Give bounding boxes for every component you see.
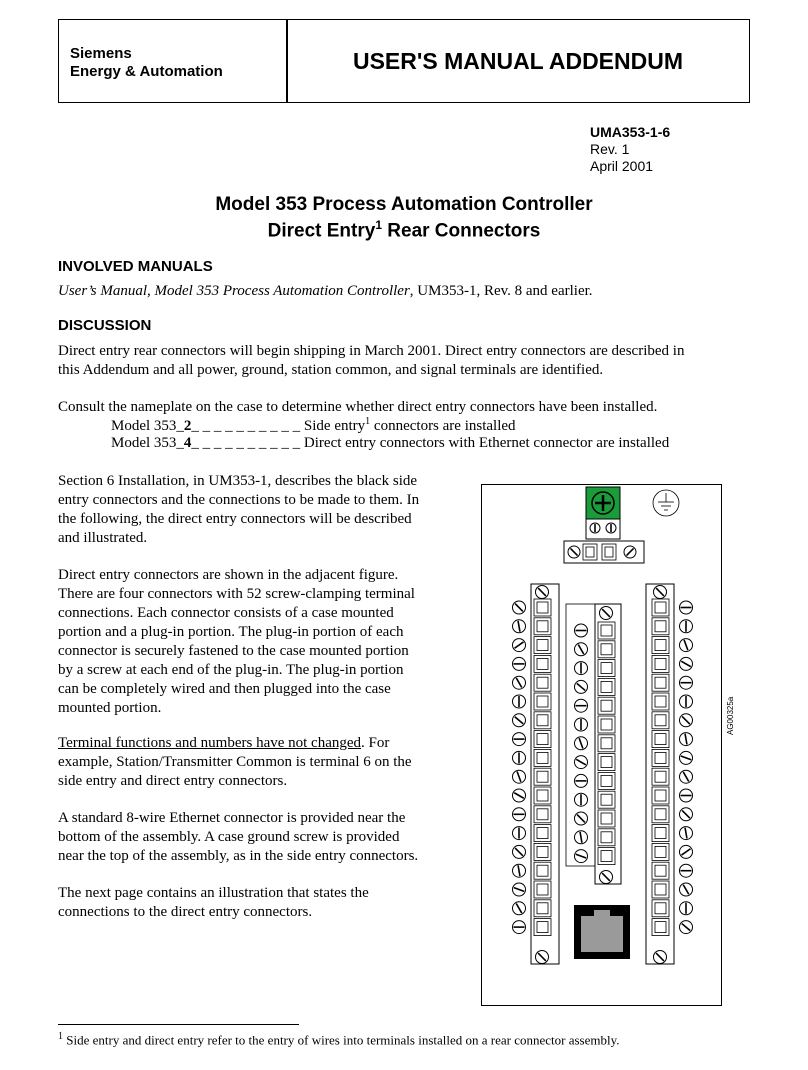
- terminal-cell: [598, 810, 615, 827]
- terminal-cell: [652, 674, 669, 691]
- model-4-line: [111, 435, 669, 452]
- p4-line: can be completely wired and then plugged into the case: [58, 681, 391, 697]
- connector-figure-svg: [482, 485, 723, 1007]
- title-footnote-marker: 1: [375, 218, 382, 232]
- header-box: [58, 19, 750, 103]
- p5-underlined-text: Terminal functions and numbers have not changed: [58, 735, 362, 751]
- terminal-cell: [652, 862, 669, 879]
- discussion-p3: [58, 472, 419, 548]
- terminal-cell: [534, 787, 551, 804]
- title-text-a: Direct Entry: [267, 220, 376, 242]
- connector-figure: [481, 484, 722, 1006]
- terminal-cell: [534, 825, 551, 842]
- terminal-cell: [652, 919, 669, 936]
- model-4-blanks: _ _ _ _ _ _ _ _ _ _: [191, 435, 301, 451]
- model-4-code: 4: [183, 435, 192, 451]
- footnote-text: Side entry and direct entry refer to the entry of wires into terminals installed on a rear connector assembly.: [63, 1032, 620, 1048]
- terminal-cell: [652, 881, 669, 898]
- terminal-cell: [598, 829, 615, 846]
- terminal-cell: [652, 843, 669, 860]
- p4-line: connections. Each connector consists of a case mounted: [58, 605, 394, 621]
- discussion-p1-line1: Direct entry rear connectors will begin shipping in March 2001. Direct entry connectors are described in: [58, 343, 685, 359]
- terminal-cell: [598, 660, 615, 677]
- terminal-cell: [534, 637, 551, 654]
- p7-line: connections to the direct entry connectors.: [58, 904, 313, 920]
- company-line2: Energy & Automation: [70, 63, 223, 80]
- terminal-cell: [534, 806, 551, 823]
- company-name: [70, 45, 223, 81]
- title-text-b: Rear Connectors: [382, 220, 541, 242]
- document-revision: Rev. 1: [590, 141, 630, 157]
- terminal-cell: [583, 544, 597, 560]
- terminal-cell: [652, 900, 669, 917]
- terminal-cell: [652, 599, 669, 616]
- terminal-cell: [534, 900, 551, 917]
- footnote-rule: [58, 1024, 299, 1025]
- terminal-cell: [652, 749, 669, 766]
- p4-line: mounted portion.: [58, 700, 162, 716]
- p7-line: The next page contains an illustration that states the: [58, 885, 369, 901]
- terminal-cell: [534, 749, 551, 766]
- terminal-cell: [652, 825, 669, 842]
- terminal-cell: [652, 731, 669, 748]
- discussion-p5: [58, 734, 412, 791]
- model-2-prefix: Model 353_: [111, 418, 184, 434]
- terminal-cell: [598, 641, 615, 658]
- ethernet-port: [581, 916, 623, 952]
- terminal-cell: [602, 544, 616, 560]
- discussion-p7: [58, 884, 369, 922]
- p6-line: bottom of the assembly. A case ground screw is provided: [58, 829, 400, 845]
- model-2-line: [111, 416, 516, 435]
- manual-type-title: USER'S MANUAL ADDENDUM: [352, 48, 684, 74]
- terminal-cell: [534, 843, 551, 860]
- terminal-cell: [534, 731, 551, 748]
- terminal-cell: [652, 618, 669, 635]
- discussion-heading: DISCUSSION: [58, 317, 152, 334]
- terminal-cell: [598, 754, 615, 771]
- document-info: [590, 124, 670, 175]
- terminal-cell: [598, 848, 615, 865]
- footnote-marker: 1: [58, 1031, 63, 1042]
- terminal-cell: [598, 622, 615, 639]
- terminal-cell: [652, 787, 669, 804]
- footnote: [58, 1031, 620, 1048]
- p3-line: and illustrated.: [58, 530, 148, 546]
- terminal-cell: [534, 599, 551, 616]
- document-number: UMA353-1-6: [590, 124, 671, 140]
- terminal-cell: [534, 768, 551, 785]
- p3-line: entry connectors and the connections to be made to them. In: [58, 492, 420, 508]
- terminal-cell: [534, 674, 551, 691]
- terminal-cell: [598, 735, 615, 752]
- model-2-code: 2: [183, 418, 192, 434]
- terminal-cell: [534, 618, 551, 635]
- terminal-cell: [534, 712, 551, 729]
- p4-line: by a screw at each end of the plug-in. The plug-in portion: [58, 662, 404, 678]
- page-title-line2: [0, 218, 808, 242]
- involved-manuals-heading: INVOLVED MANUALS: [58, 258, 213, 275]
- terminal-cell: [652, 637, 669, 654]
- document-date: April 2001: [590, 158, 654, 174]
- discussion-p1-line2: this Addendum and all power, ground, station common, and signal terminals are identified.: [58, 362, 604, 378]
- involved-manual-rest: , UM353-1, Rev. 8 and earlier.: [409, 283, 593, 299]
- model-4-prefix: Model 353_: [111, 435, 184, 451]
- terminal-cell: [534, 862, 551, 879]
- p3-line: Section 6 Installation, in UM353-1, describes the black side: [58, 473, 418, 489]
- p4-line: There are four connectors with 52 screw-clamping terminal: [58, 586, 415, 602]
- model-2-blanks: _ _ _ _ _ _ _ _ _ _: [191, 418, 301, 434]
- figure-code: AG00325a: [726, 696, 735, 735]
- model-4-desc: Direct entry connectors with Ethernet connector are installed: [300, 435, 670, 451]
- terminal-cell: [652, 655, 669, 672]
- involved-manual-title: User’s Manual, Model 353 Process Automation Controller: [58, 283, 410, 299]
- ethernet-latch: [594, 910, 610, 918]
- terminal-cell: [598, 678, 615, 695]
- terminal-cell: [534, 655, 551, 672]
- terminal-cell: [652, 693, 669, 710]
- p5-line2: example, Station/Transmitter Common is terminal 6 on the: [58, 754, 412, 770]
- terminal-cell: [652, 712, 669, 729]
- terminal-cell: [652, 806, 669, 823]
- discussion-p2: Consult the nameplate on the case to determine whether direct entry connectors have been installed.: [58, 399, 658, 415]
- p3-line: the following, the direct entry connectors will be described: [58, 511, 412, 527]
- p5-line3: side entry and direct entry connectors.: [58, 773, 288, 789]
- involved-manuals-text: [58, 282, 593, 301]
- model-2-footnote-marker: 1: [365, 416, 371, 427]
- model-2-desc-b: connectors are installed: [370, 418, 516, 434]
- terminal-cell: [598, 716, 615, 733]
- company-line1: Siemens: [70, 45, 132, 62]
- terminal-cell: [534, 919, 551, 936]
- p4-line: Direct entry connectors are shown in the adjacent figure.: [58, 567, 399, 583]
- terminal-cell: [598, 791, 615, 808]
- p6-line: near the top of the assembly, as in the side entry connectors.: [58, 848, 419, 864]
- p6-line: A standard 8-wire Ethernet connector is provided near the: [58, 810, 406, 826]
- terminal-cell: [598, 772, 615, 789]
- p5-line1-rest: . For: [361, 735, 390, 751]
- terminal-cell: [534, 693, 551, 710]
- page-title-line1: Model 353 Process Automation Controller: [215, 194, 593, 215]
- model-2-desc-a: Side entry: [300, 418, 366, 434]
- discussion-p4: [58, 566, 415, 718]
- discussion-p6: [58, 809, 418, 866]
- p5-line1: [58, 734, 412, 753]
- terminal-cell: [598, 697, 615, 714]
- p4-line: portion and a plug-in portion. The plug-in portion of each: [58, 624, 404, 640]
- terminal-cell: [652, 768, 669, 785]
- p4-line: connector is securely fastened to the case mounted portion: [58, 643, 409, 659]
- terminal-cell: [534, 881, 551, 898]
